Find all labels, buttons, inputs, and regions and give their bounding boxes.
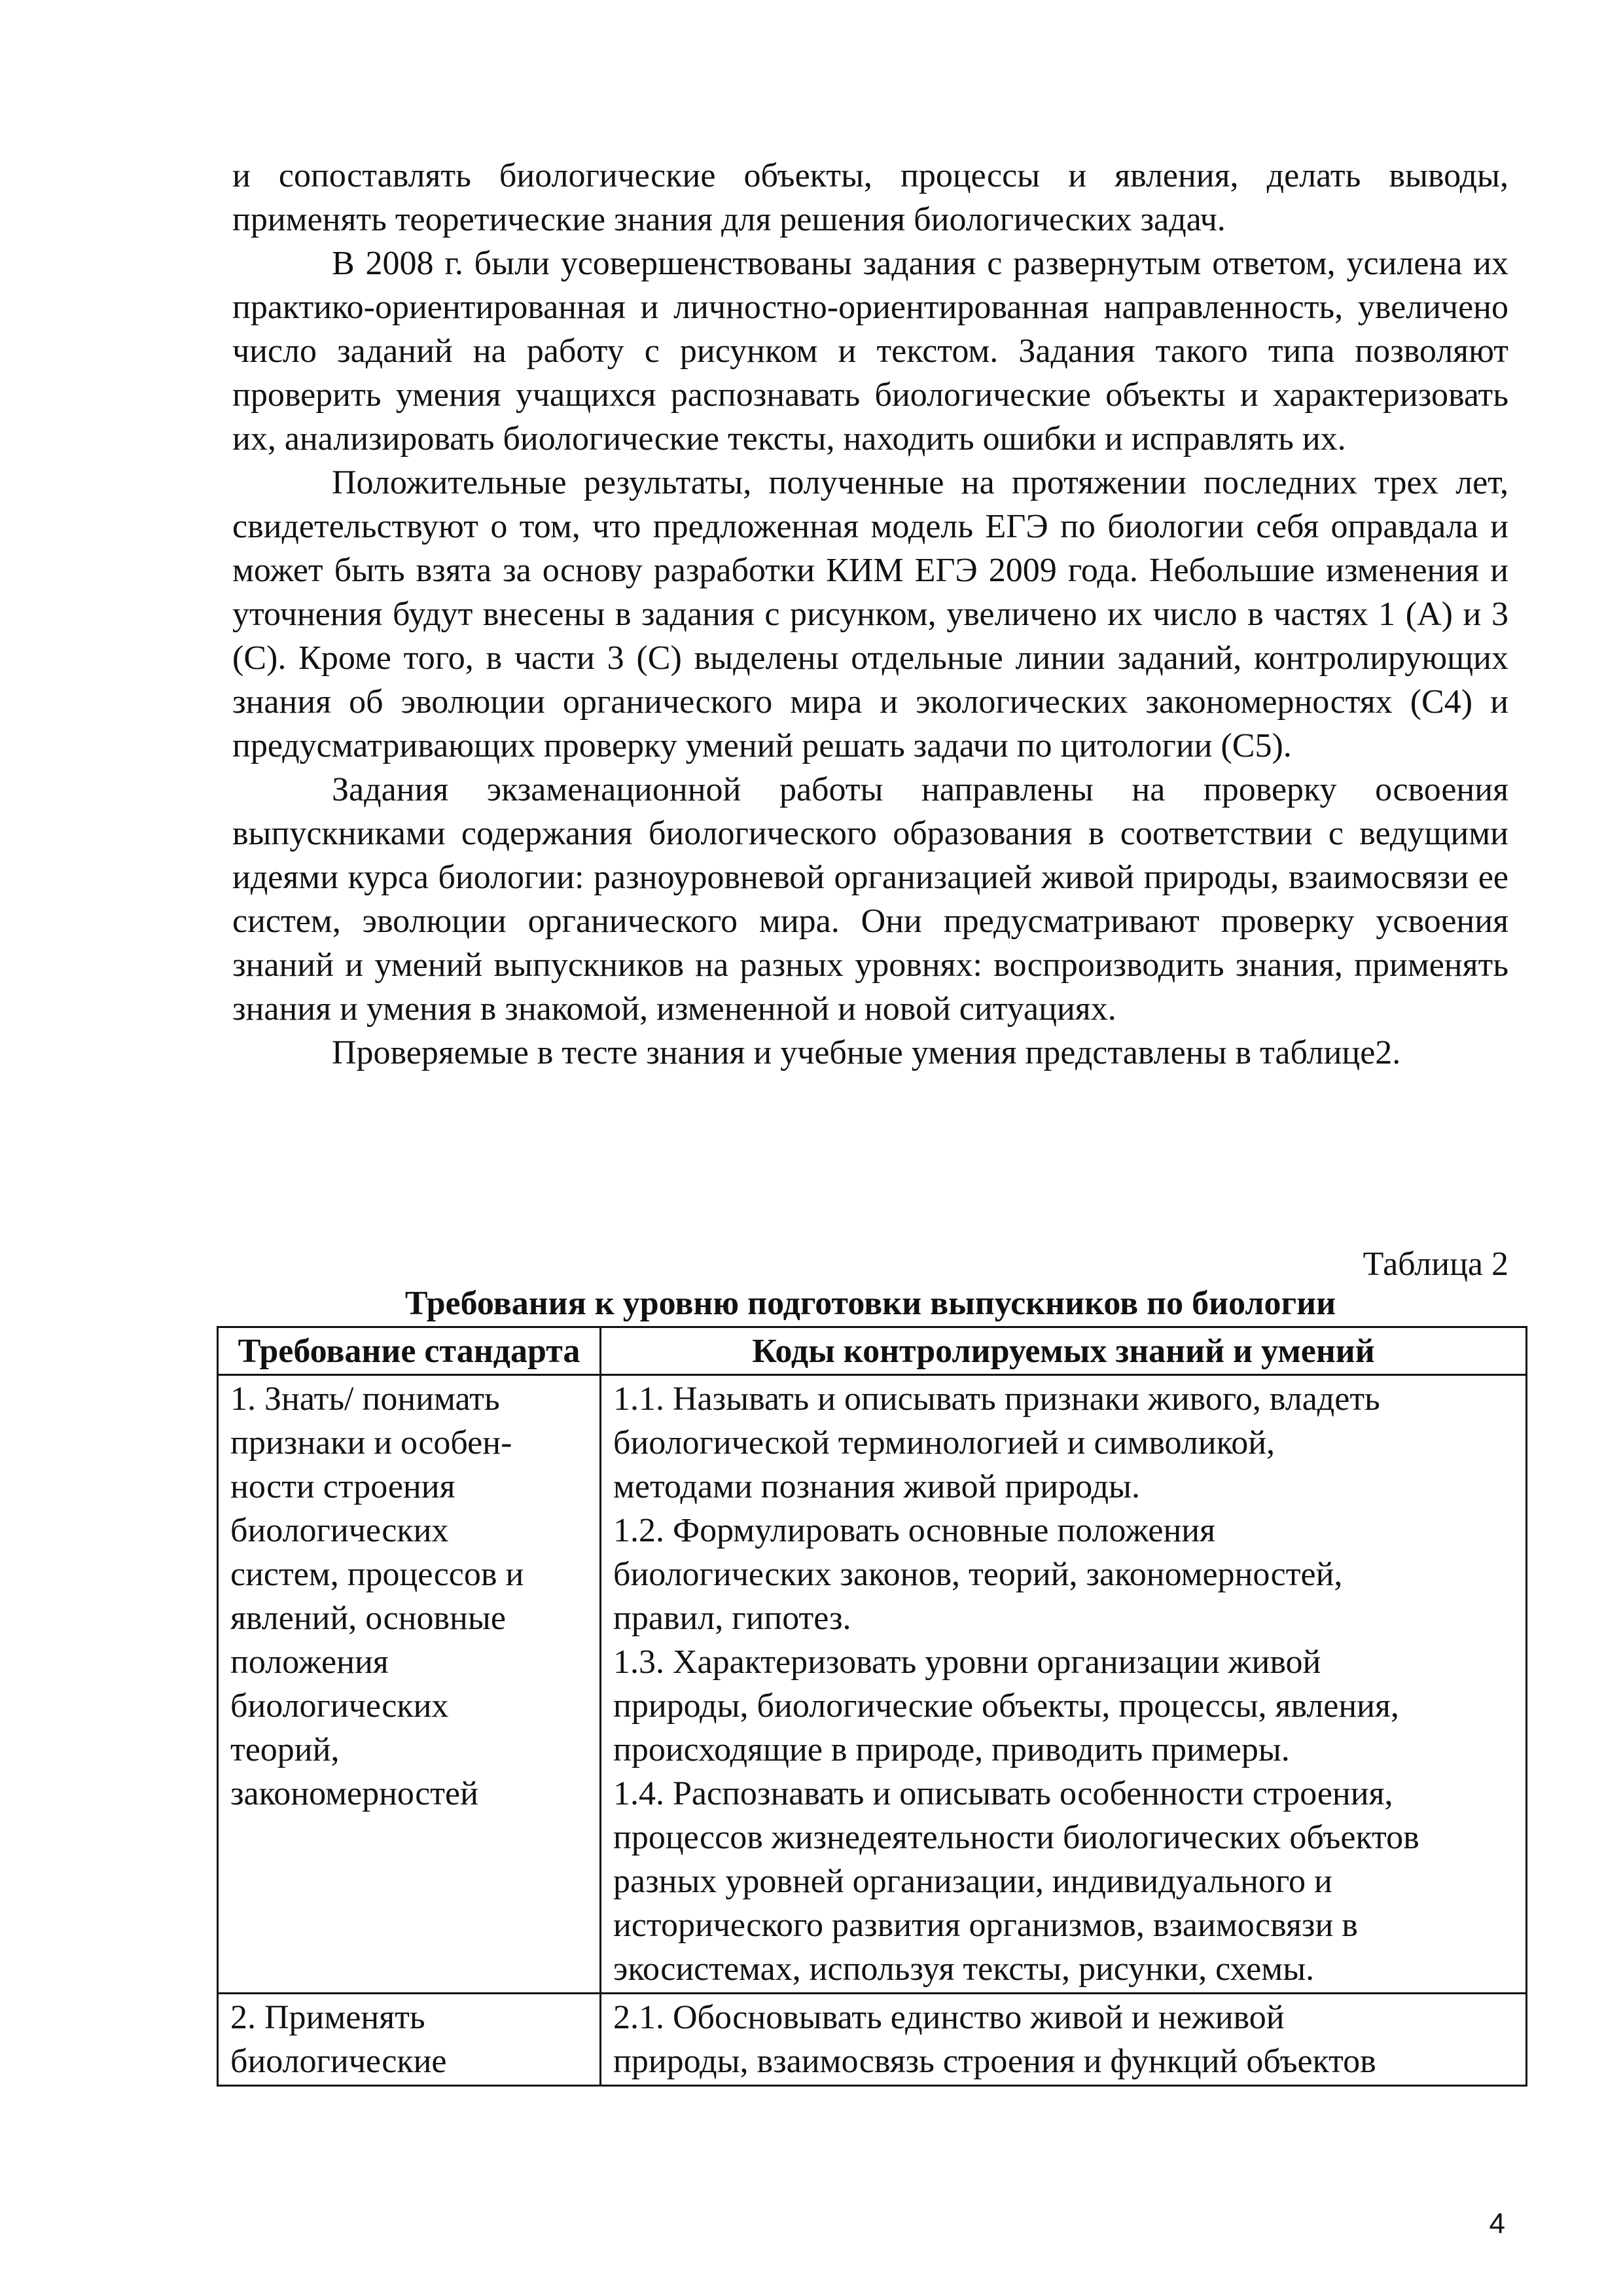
paragraph-1: и сопоставлять биологические объекты, процессы и явления, делать выводы, применять теоретические знания для решения биологических задач. xyxy=(232,157,1508,238)
requirement-line: ности строения xyxy=(230,1468,455,1505)
codes-line: природы, взаимосвязь строения и функций объектов xyxy=(613,2043,1376,2080)
paragraph-5: Проверяемые в тесте знания и учебные умения представлены в таблице2. xyxy=(332,1034,1401,1071)
header-requirement: Требование стандарта xyxy=(218,1327,601,1375)
codes-line: разных уровней организации, индивидуального и xyxy=(613,1863,1332,1900)
requirement-line: положения xyxy=(230,1643,389,1681)
table-title: Требования к уровню подготовки выпускников по биологии xyxy=(404,1285,1336,1322)
body-text xyxy=(232,154,1508,1075)
paragraph-4: Задания экзаменационной работы направлены на проверку освоения выпускниками содержания биологического образования в соответствии с ведущими идеями курса биологии: разноуровневой организацией живой природы, взаимосвязи ее систем, эволюции органического мира. Они предусматривают проверку усвоения знаний и умений выпускников на разных уровнях: воспроизводить знания, применять знания и умения в знакомой, измененной и новой ситуациях. xyxy=(232,771,1508,1028)
requirement-line: биологических xyxy=(230,1512,449,1549)
table-row xyxy=(218,1375,1527,1994)
requirement-line: явлений, основные xyxy=(230,1600,506,1637)
codes-line: 2.1. Обосновывать единство живой и неживой xyxy=(613,1999,1285,2036)
requirement-line: 1. Знать/ понимать xyxy=(230,1380,500,1418)
paragraph-3: Положительные результаты, полученные на протяжении последних трех лет, свидетельствуют о том, что предложенная модель ЕГЭ по биологии себя оправдала и может быть взята за основу разработки КИМ ЕГЭ 2009 года. Небольшие изменения и уточнения будут внесены в задания с рисунком, увеличено их число в частях 1 (А) и 3 (С). Кроме того, в части 3 (С) выделены отдельные линии заданий, контролирующих знания об эволюции органического мира и экологических закономерностях (С4) и предусматривающих проверку умений решать задачи по цитологии (С5). xyxy=(232,464,1508,764)
codes-line: происходящие в природе, приводить примеры. xyxy=(613,1731,1290,1768)
codes-line: экосистемах, используя тексты, рисунки, схемы. xyxy=(613,1950,1315,1988)
table-caption: Таблица 2 xyxy=(1363,1246,1508,1283)
requirement-cell xyxy=(218,1994,601,2086)
requirement-cell xyxy=(218,1375,601,1994)
requirement-line: закономерностей xyxy=(230,1775,478,1812)
header-codes: Коды контролируемых знаний и умений xyxy=(601,1327,1527,1375)
requirement-line: систем, процессов и xyxy=(230,1556,524,1593)
requirements-table xyxy=(217,1326,1527,2087)
codes-line: 1.2. Формулировать основные положения xyxy=(613,1512,1216,1549)
requirement-line: биологические xyxy=(230,2043,447,2080)
requirement-line: признаки и особен- xyxy=(230,1424,512,1462)
table-header-row xyxy=(218,1327,1527,1375)
table-row xyxy=(218,1994,1527,2086)
requirement-line: теорий, xyxy=(230,1731,340,1768)
codes-line: 1.1. Называть и описывать признаки живого, владеть xyxy=(613,1380,1380,1418)
codes-line: природы, биологические объекты, процессы, явления, xyxy=(613,1687,1399,1725)
codes-line: процессов жизнедеятельности биологических объектов xyxy=(613,1819,1419,1856)
page-number: 4 xyxy=(1489,2208,1505,2240)
codes-line: методами познания живой природы. xyxy=(613,1468,1140,1505)
codes-line: биологических законов, теорий, закономерностей, xyxy=(613,1556,1343,1593)
requirement-line: биологических xyxy=(230,1687,449,1725)
codes-line: исторического развития организмов, взаимосвязи в xyxy=(613,1907,1358,1944)
codes-cell xyxy=(601,1375,1527,1994)
codes-line: правил, гипотез. xyxy=(613,1600,851,1637)
codes-line: биологической терминологией и символикой, xyxy=(613,1424,1275,1462)
codes-line: 1.3. Характеризовать уровни организации живой xyxy=(613,1643,1321,1681)
codes-line: 1.4. Распознавать и описывать особенности строения, xyxy=(613,1775,1393,1812)
paragraph-2: В 2008 г. были усовершенствованы задания с развернутым ответом, усилена их практико-ориентированная и личностно-ориентированная направленность, увеличено число заданий на работу с рисунком и текстом. Задания такого типа позволяют проверить умения учащихся распознавать биологические объекты и характеризовать их, анализировать биологические тексты, находить ошибки и исправлять их. xyxy=(232,245,1508,457)
requirement-line: 2. Применять xyxy=(230,1999,425,2036)
codes-cell xyxy=(601,1994,1527,2086)
